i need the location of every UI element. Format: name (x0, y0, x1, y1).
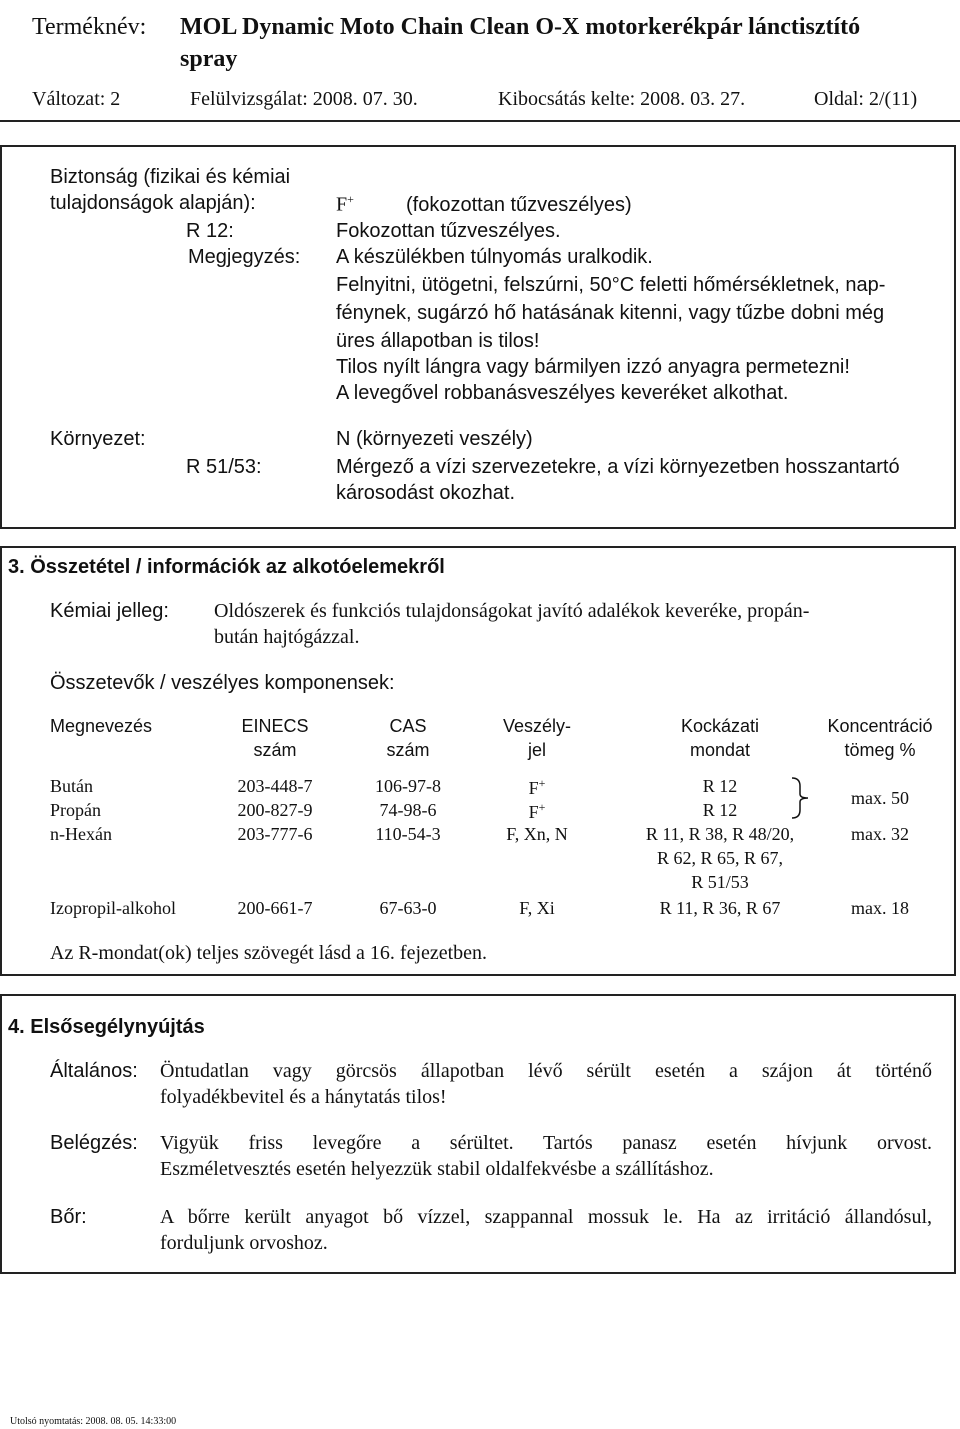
inhalation-line1: Vigyük friss levegőre a sérültet. Tartós panasz esetén hívjunk orvost. (160, 1132, 932, 1154)
components-heading: Összetevők / veszélyes komponensek: (50, 672, 395, 694)
table-row (50, 848, 930, 872)
product-name: MOL Dynamic Moto Chain Clean O-X motorkerékpár lánctisztító (180, 14, 861, 40)
col-header-cas: CAS (389, 716, 427, 736)
col-header-conc-2: tömeg % (844, 740, 916, 760)
chemical-type-label: Kémiai jelleg: (50, 600, 169, 622)
skin-line2: forduljunk orvoshoz. (160, 1232, 328, 1254)
version: Változat: 2 (32, 88, 121, 110)
col-header-symbol: Veszély- (502, 716, 572, 736)
revision-date: Felülvizsgálat: 2008. 07. 30. (190, 88, 418, 110)
r-phrase-note: Az R-mondat(ok) teljes szövegét lásd a 16. fejezetben. (50, 942, 488, 964)
table-header-row (50, 716, 933, 740)
hazard-symbol: F+ (336, 192, 354, 216)
inhalation-label: Belégzés: (50, 1132, 138, 1154)
general-line2: folyadékbevitel és a hánytatás tilos! (160, 1086, 447, 1108)
cell-name: Bután (50, 776, 93, 796)
cell-risk: R 12 (702, 800, 738, 820)
cell-cas: 74-98-6 (379, 800, 437, 820)
cell-name: Propán (50, 800, 101, 820)
section3-title: 3. Összetétel / információk az alkotóelemekről (8, 556, 445, 578)
note-line: üres állapotban is tilos! (336, 330, 540, 352)
safety-label-line1: Biztonság (fizikai és kémiai (50, 166, 291, 188)
note-line: A készülékben túlnyomás uralkodik. (336, 246, 653, 268)
r5153-line2: károsodást okozhat. (336, 482, 515, 504)
skin-label: Bőr: (50, 1206, 87, 1228)
cell-symbol: F, Xn, N (506, 824, 568, 844)
cell-name: n-Hexán (50, 824, 112, 844)
r5153-label: R 51/53: (186, 456, 262, 478)
col-header-risk-2: mondat (689, 740, 751, 760)
chemical-type-line2: bután hajtógázzal. (214, 626, 360, 648)
table-header-row2 (50, 740, 930, 764)
col-header-einecs: EINECS (241, 716, 309, 736)
col-header-conc: Koncentráció (827, 716, 933, 736)
note-line: A levegővel robbanásveszélyes keveréket alkothat. (336, 382, 789, 404)
page-number: Oldal: 2/(11) (814, 88, 918, 110)
section4-title: 4. Elsősegélynyújtás (8, 1016, 205, 1038)
col-header-cas-2: szám (386, 740, 430, 760)
cell-symbol: F, Xi (519, 898, 555, 918)
cell-risk: R 11, R 38, R 48/20, (645, 824, 795, 844)
col-header-risk: Kockázati (680, 716, 760, 736)
environment-symbol: N (környezeti veszély) (336, 428, 533, 450)
cell-cas: 106-97-8 (375, 776, 441, 796)
cell-einecs: 200-827-9 (237, 800, 313, 820)
cell-risk: R 51/53 (691, 872, 749, 892)
cell-risk: R 11, R 36, R 67 (659, 898, 781, 918)
r12-text: Fokozottan tűzveszélyes. (336, 220, 561, 242)
cell-risk: R 12 (702, 776, 738, 796)
note-line: Tilos nyílt lángra vagy bármilyen izzó anyagra permetezni! (336, 356, 850, 378)
note-label: Megjegyzés: (188, 246, 301, 268)
cell-cas: 67-63-0 (379, 898, 437, 918)
cell-conc: max. 32 (851, 824, 909, 844)
inhalation-line2: Eszméletvesztés esetén helyezzük stabil oldalfekvésbe a szállításhoz. (160, 1158, 714, 1180)
grouping-brace (790, 776, 814, 820)
general-label: Általános: (50, 1060, 138, 1082)
cell-einecs: 203-777-6 (237, 824, 313, 844)
group-concentration: max. 50 (851, 788, 909, 808)
table-row (50, 872, 930, 896)
r12-label: R 12: (186, 220, 234, 242)
product-name-cont: spray (180, 46, 238, 72)
col-header-symbol-2: jel (527, 740, 546, 760)
header-divider (0, 120, 960, 122)
chemical-type-line1: Oldószerek és funkciós tulajdonságokat javító adalékok keveréke, propán- (214, 600, 810, 622)
cell-symbol: F+ (528, 800, 546, 822)
cell-risk: R 62, R 65, R 67, (656, 848, 784, 868)
r5153-line1: Mérgező a vízi szervezetekre, a vízi környezetben hosszantartó (336, 456, 900, 478)
safety-label-line2: tulajdonságok alapján): (50, 192, 256, 214)
product-name-label: Terméknév: (32, 14, 147, 40)
skin-line1: A bőrre került anyagot bő vízzel, szappannal mossuk le. Ha az irritáció állandósul, (160, 1206, 932, 1228)
hazard-symbol-desc: (fokozottan tűzveszélyes) (406, 194, 632, 216)
issue-date: Kibocsátás kelte: 2008. 03. 27. (498, 88, 746, 110)
table-row (50, 898, 930, 922)
note-line: fénynek, sugárzó hő hatásának kitenni, vagy tűzbe dobni még (336, 302, 885, 324)
environment-label: Környezet: (50, 428, 146, 450)
cell-symbol: F+ (528, 776, 546, 798)
cell-einecs: 203-448-7 (237, 776, 313, 796)
note-line: Felnyitni, ütögetni, felszúrni, 50°C feletti hőmérsékletnek, nap- (336, 274, 886, 296)
cell-cas: 110-54-3 (375, 824, 441, 844)
general-line1: Öntudatlan vagy görcsös állapotban lévő sérült esetén a szájon át történő (160, 1060, 932, 1082)
table-row (50, 824, 930, 848)
col-header-name: Megnevezés (50, 716, 153, 736)
last-printed: Utolsó nyomtatás: 2008. 08. 05. 14:33:00 (10, 1416, 177, 1427)
cell-einecs: 200-661-7 (237, 898, 313, 918)
col-header-einecs-2: szám (253, 740, 297, 760)
cell-name: Izopropil-alkohol (50, 898, 176, 918)
cell-conc: max. 18 (851, 898, 909, 918)
